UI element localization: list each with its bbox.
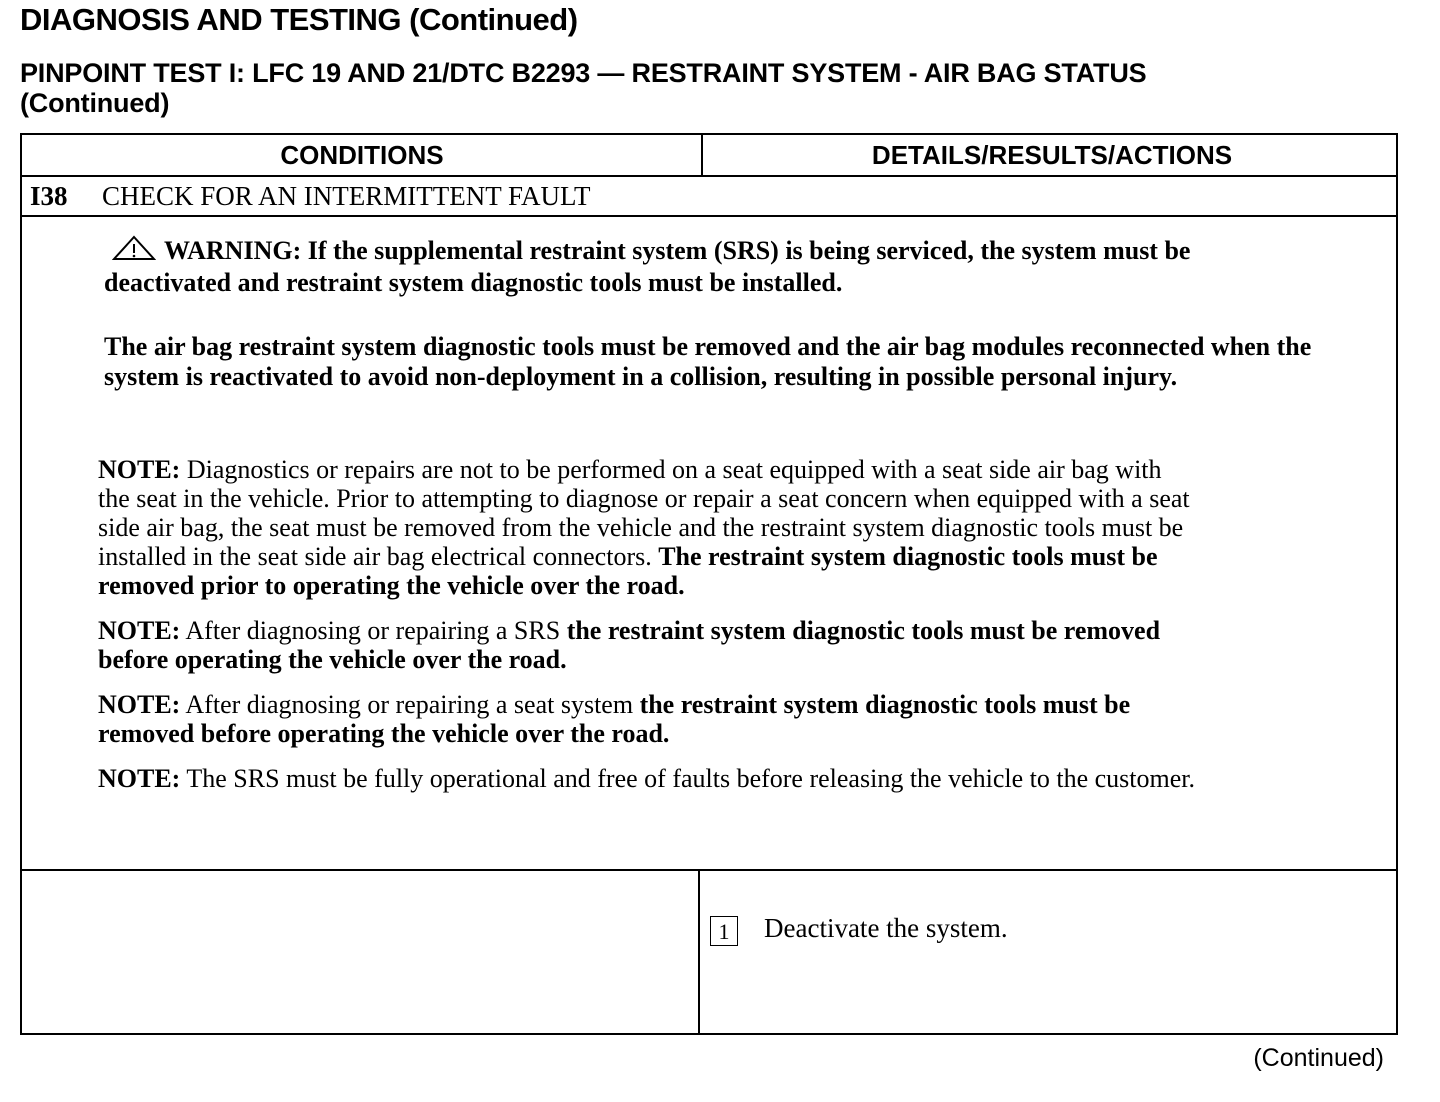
note-text: Diagnostics or repairs are not to be performed on a seat equipped with a seat side air bag with the seat in the vehicle. Prior to attempting to diagnose or repair a seat concern when equipped with a seat side air bag, the seat must be removed from the vehicle and the restraint system diagnostic tools must be installed in the seat side air bag electrical connectors. (98, 455, 1190, 571)
note-emphasis: the restraint system diagnostic tools must be removed before operating the vehicle over the road. (98, 690, 1131, 748)
pinpoint-test-title (20, 58, 1400, 118)
action-row-divider (698, 871, 700, 1033)
note-label: NOTE: (98, 616, 181, 645)
step-id: I38 (30, 181, 68, 211)
note-label: NOTE: (98, 455, 181, 484)
note-label: NOTE: (98, 690, 181, 719)
action-step-number: 1 (710, 916, 738, 946)
note-text: The SRS must be fully operational and free of faults before releasing the vehicle to the customer. (180, 764, 1196, 793)
action-text: Deactivate the system. (764, 913, 1008, 943)
step-title-row (30, 177, 591, 215)
note-label: NOTE: (98, 764, 181, 793)
warning-text: WARNING: If the supplemental restraint system (SRS) is being serviced, the system must be deactivated and restraint system diagnostic tools must be installed. (104, 236, 1191, 297)
details-column-header: DETAILS/RESULTS/ACTIONS (871, 140, 1233, 170)
note-text: After diagnosing or repairing a seat system (180, 690, 640, 719)
note-emphasis: The restraint system diagnostic tools must be removed prior to operating the vehicle over the road. (98, 542, 1158, 600)
page-title: DIAGNOSIS AND TESTING (Continued) (20, 2, 578, 37)
note-1 (98, 455, 1198, 600)
pinpoint-test-table (20, 133, 1398, 1035)
warning-paragraph-2: The air bag restraint system diagnostic tools must be removed and the air bag modules reconnected when the system is reactivated to avoid non-deployment in a collision, resulting in possible personal injury. (104, 332, 1312, 391)
note-text: After diagnosing or repairing a SRS (180, 616, 567, 645)
footer-continued: (Continued) (1253, 1044, 1384, 1072)
note-4 (98, 764, 1198, 793)
notes-block (98, 455, 1198, 809)
step-title-rule (22, 215, 1396, 217)
notes-rule (22, 869, 1396, 871)
note-3 (98, 690, 1198, 748)
note-emphasis: the restraint system diagnostic tools must be removed before operating the vehicle over the road. (98, 616, 1161, 674)
step-title: CHECK FOR AN INTERMITTENT FAULT (102, 181, 591, 211)
warning-block (104, 235, 1324, 426)
pinpoint-test-title-line2: (Continued) (20, 88, 170, 118)
note-2 (98, 616, 1198, 674)
conditions-column-header: CONDITIONS (280, 140, 444, 170)
header-divider (701, 135, 703, 175)
warning-paragraph-1 (104, 235, 1324, 298)
action-cell (710, 913, 1390, 946)
warning-triangle-icon (112, 235, 164, 268)
pinpoint-test-title-line1: PINPOINT TEST I: LFC 19 AND 21/DTC B2293 — RESTRAINT SYSTEM - AIR BAG STATUS (20, 58, 1147, 88)
